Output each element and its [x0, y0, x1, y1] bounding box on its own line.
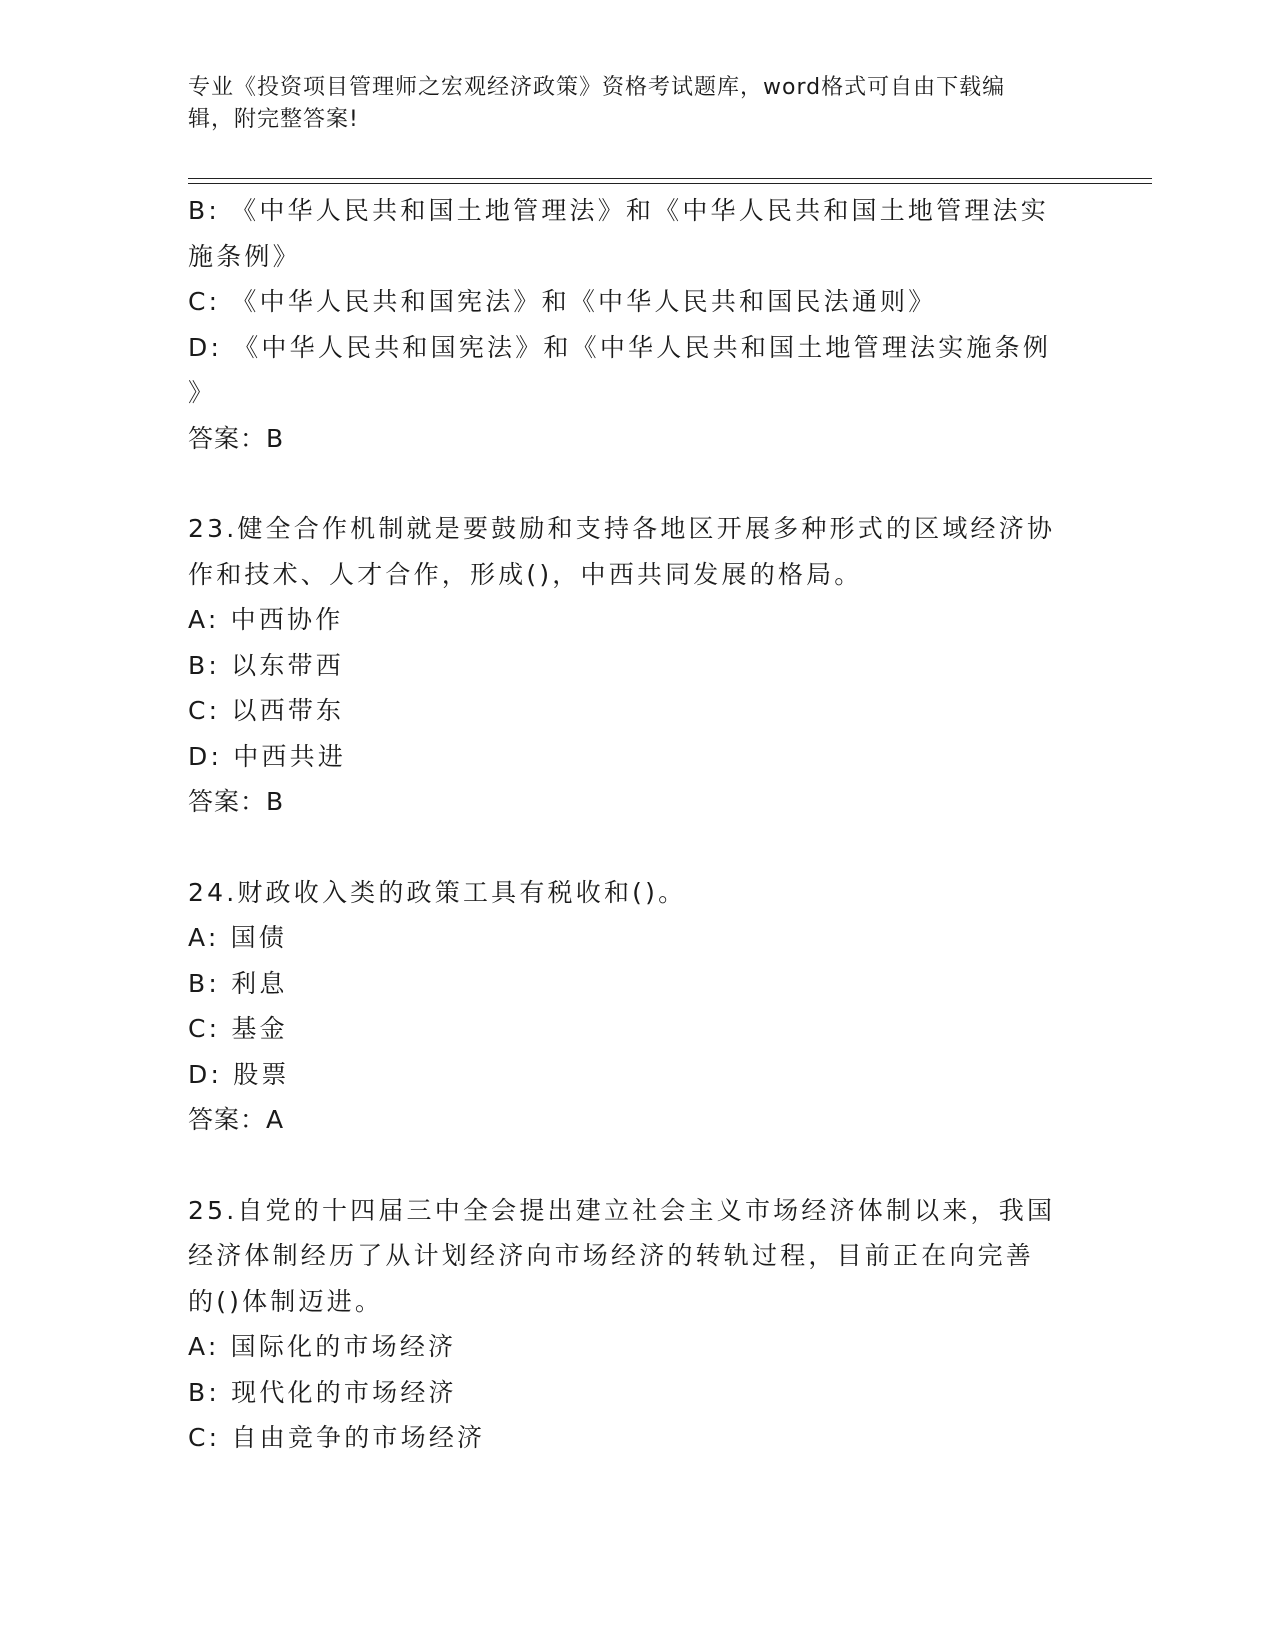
answer: 答案：B [188, 787, 285, 816]
spacer [188, 461, 1068, 506]
option-a: A: 国际化的市场经济 [188, 1332, 457, 1361]
question-list [188, 188, 1068, 1461]
option-c: C: 自由竞争的市场经济 [188, 1423, 486, 1452]
question-stem-continued: 的()体制迈进。 [188, 1286, 384, 1316]
option-b: B: 《中华人民共和国土地管理法》和《中华人民共和国土地管理法实 [188, 196, 1049, 225]
option-c: C: 《中华人民共和国宪法》和《中华人民共和国民法通则》 [188, 287, 937, 316]
question-stem: 25.自党的十四届三中全会提出建立社会主义市场经济体制以来，我国 [188, 1195, 1056, 1225]
option-a: A: 中西协作 [188, 605, 344, 634]
option-d: D: 中西共进 [188, 741, 347, 771]
spacer [188, 1143, 1068, 1188]
option-c: C: 以西带东 [188, 696, 345, 725]
answer: 答案：A [188, 1105, 285, 1134]
option-b: B: 现代化的市场经济 [188, 1377, 457, 1407]
question-24 [188, 870, 1068, 1143]
option-d: D: 股票 [188, 1059, 290, 1089]
option-d: D: 《中华人民共和国宪法》和《中华人民共和国土地管理法实施条例 [188, 332, 1052, 362]
header-line-1: 专业《投资项目管理师之宏观经济政策》资格考试题库，word格式可自由下载编 [188, 75, 1006, 100]
question-23 [188, 506, 1068, 825]
spacer [188, 825, 1068, 870]
option-b: B: 利息 [188, 968, 288, 998]
question-stem-continued: 作和技术、人才合作，形成()，中西共同发展的格局。 [188, 559, 863, 589]
question-stem: 23.健全合作机制就是要鼓励和支持各地区开展多种形式的区域经济协 [188, 514, 1056, 543]
answer: 答案：B [188, 423, 285, 453]
question-stem-continued: 经济体制经历了从计划经济向市场经济的转轨过程，目前正在向完善 [188, 1241, 1035, 1270]
option-c: C: 基金 [188, 1014, 288, 1043]
question-25 [188, 1188, 1068, 1461]
option-b-continued: 施条例》 [188, 241, 301, 271]
option-b: B: 以东带西 [188, 650, 344, 680]
page-header [188, 72, 1068, 136]
option-d-continued: 》 [188, 378, 217, 407]
question-22 [188, 188, 1068, 461]
option-a: A: 国债 [188, 923, 288, 952]
header-rule-top [188, 178, 1152, 179]
question-stem: 24.财政收入类的政策工具有税收和()。 [188, 877, 687, 907]
header-line-2: 辑，附完整答案! [188, 107, 359, 132]
header-rule-bottom [188, 183, 1152, 184]
